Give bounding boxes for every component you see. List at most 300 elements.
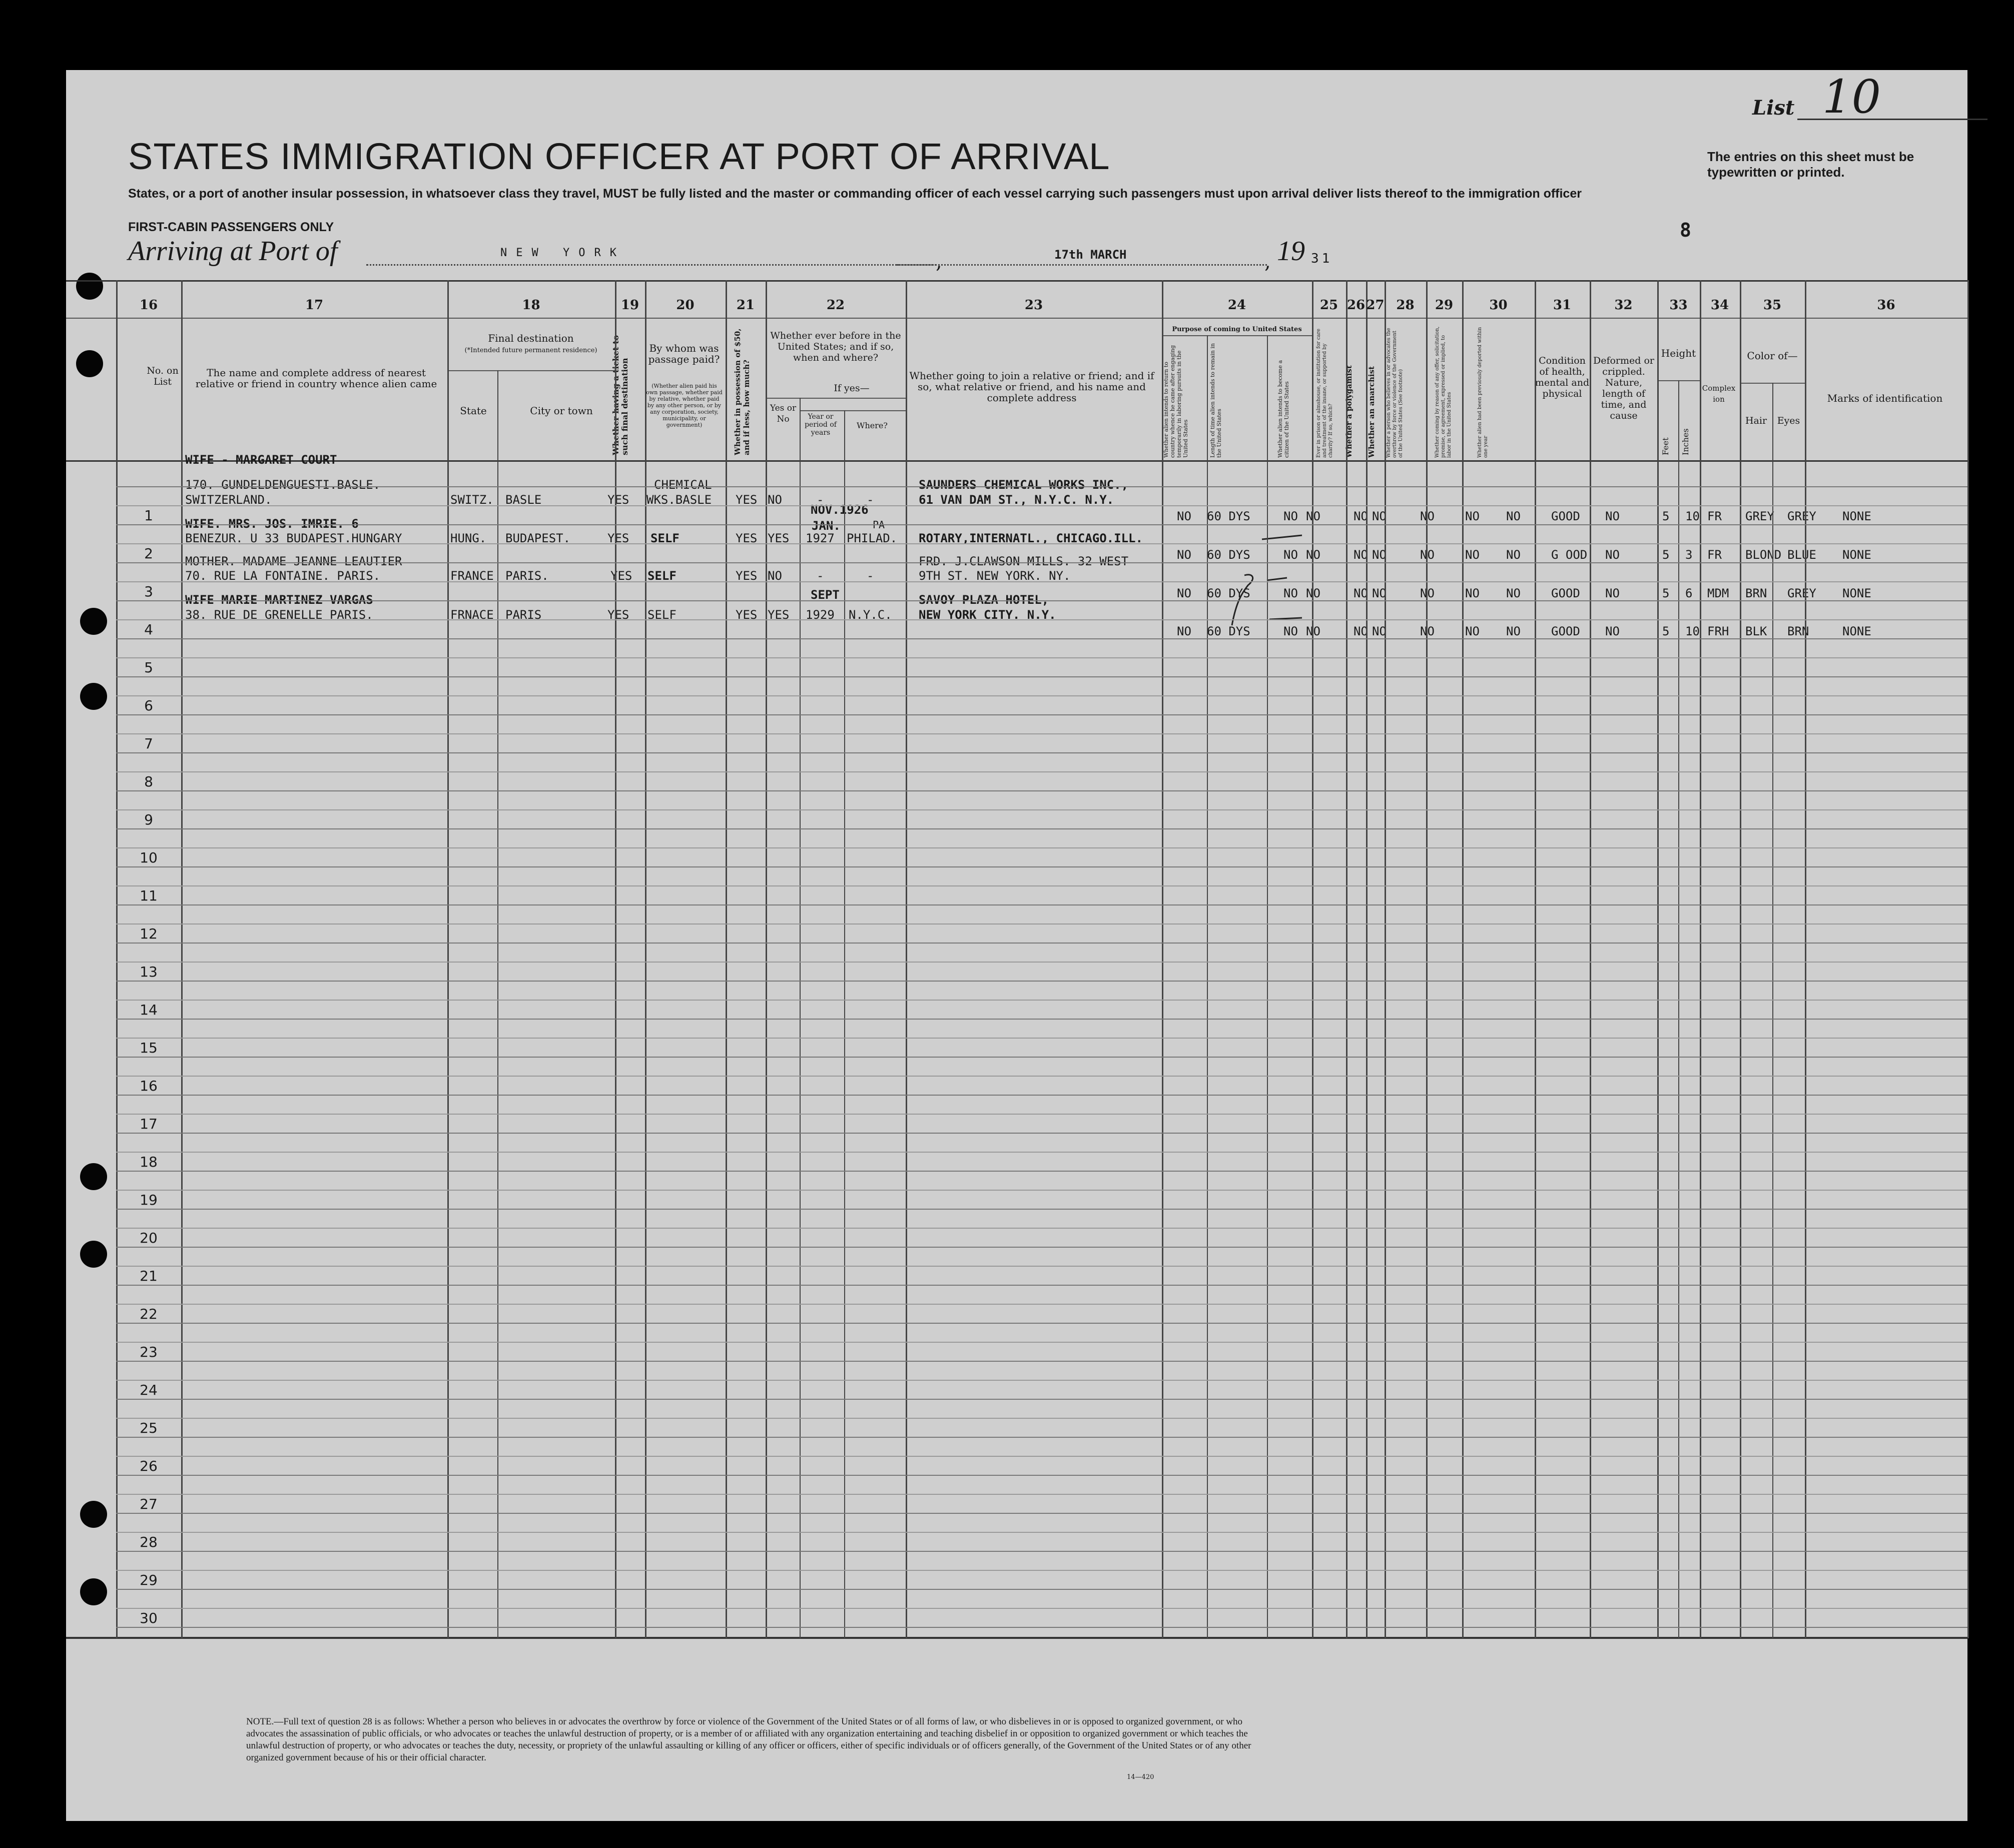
row-number: 20 — [140, 1230, 158, 1246]
entry-1-deformed: NO — [1605, 509, 1620, 523]
row-number: 30 — [140, 1610, 158, 1626]
row-subrule — [116, 1418, 1967, 1419]
entry-2-paid-by: SELF — [650, 531, 680, 545]
entry-2-polygamist: NO — [1354, 548, 1368, 562]
column-rule — [1385, 280, 1386, 1638]
table-top-border — [66, 280, 1967, 282]
row-rule — [116, 790, 1967, 791]
header-deported: Whether alien had been previously deported within one year — [1477, 327, 1489, 458]
header-bottom-border — [66, 460, 1967, 462]
row-number: 4 — [144, 621, 153, 638]
header-yes-no: Yes or No — [770, 403, 797, 424]
row-number: 16 — [140, 1078, 158, 1094]
year-suffix: 31 — [1311, 251, 1333, 266]
column-rule — [1740, 280, 1741, 1638]
row-number: 12 — [140, 926, 158, 942]
row-number: 18 — [140, 1154, 158, 1170]
form-code: 14—420 — [1127, 1773, 1154, 1781]
row-subrule — [116, 962, 1967, 963]
column-rule — [1967, 280, 1969, 1638]
entry-2-deported: NO — [1506, 548, 1521, 562]
row-number: 26 — [140, 1458, 158, 1474]
entry-4-ticket: YES — [607, 608, 629, 622]
subcolumn-rule — [844, 410, 845, 1638]
row-subrule — [116, 1532, 1967, 1533]
entry-1-feet: 5 — [1662, 509, 1670, 523]
entry-2-citizen: NO — [1283, 548, 1298, 562]
row-rule — [116, 1019, 1967, 1020]
entry-1-length: 60 DYS — [1207, 509, 1250, 523]
row-subrule — [116, 1038, 1967, 1039]
entry-1-relative-address: 170. GUNDELDENGUESTI.BASLE. — [185, 478, 381, 492]
row-rule — [116, 1627, 1967, 1628]
entry-3-health: GOOD — [1551, 586, 1580, 600]
entry-2-period-to: JAN. — [812, 519, 841, 533]
header-complexion: Complexion — [1702, 384, 1736, 404]
entry-1-period: - — [817, 493, 824, 507]
entry-4-offer: NO — [1465, 624, 1480, 638]
entry-2-city: BUDAPEST. — [505, 531, 571, 545]
column-rule — [1162, 280, 1163, 1638]
column-rule — [766, 280, 767, 1638]
entry-1-marks: NONE — [1842, 509, 1871, 523]
port-value: NEW YORK — [500, 247, 625, 259]
row-subrule — [116, 1304, 1967, 1305]
column-number: 21 — [736, 298, 755, 313]
subheader-rule — [800, 410, 907, 411]
row-rule — [116, 866, 1967, 867]
typewriter-note: The entries on this sheet must be typewritten or printed. — [1707, 149, 1914, 180]
column-number: 27 — [1366, 298, 1385, 313]
entry-1-inches: 10 — [1685, 509, 1700, 523]
entry-2-complexion: FR — [1707, 548, 1722, 562]
header-city: City or town — [530, 405, 593, 417]
entry-2-money: YES — [736, 531, 758, 545]
column-rule — [1700, 280, 1701, 1638]
entry-2-eyes: BLUE — [1787, 548, 1816, 562]
entry-3-prison: NO — [1306, 586, 1320, 600]
entry-4-feet: 5 — [1662, 624, 1670, 638]
row-rule — [116, 486, 1967, 487]
row-subrule — [116, 1152, 1967, 1153]
header-period: Year or period of years — [805, 413, 837, 437]
header-if-yes: If yes— — [834, 383, 870, 394]
column-rule — [1657, 280, 1659, 1638]
column-number: 29 — [1435, 298, 1454, 313]
entry-1-ticket: YES — [607, 493, 629, 507]
entry-2-ticket: YES — [607, 531, 629, 545]
header-money: Whether in possession of $50, and if less, how much? — [733, 328, 751, 455]
entry-3-relative-address: 70. RUE LA FONTAINE. PARIS. — [185, 569, 381, 583]
entry-3-feet: 5 — [1662, 586, 1670, 600]
entry-2-overthrow: NO — [1420, 548, 1435, 562]
row-subrule — [116, 923, 1967, 925]
entry-3-city: PARIS. — [505, 569, 549, 583]
column-number: 18 — [522, 298, 540, 313]
entry-4-before: YES — [768, 608, 790, 622]
row-number: 14 — [140, 1002, 158, 1018]
column-rule — [447, 280, 449, 1638]
column-number: 19 — [620, 298, 639, 313]
entry-3-citizen: NO — [1283, 586, 1298, 600]
row-subrule — [116, 1342, 1967, 1343]
header-passage-paid: By whom was passage paid? — [648, 342, 720, 365]
row-subrule — [116, 657, 1967, 658]
row-rule — [116, 981, 1967, 982]
row-subrule — [116, 1076, 1967, 1077]
entry-1-polygamist: NO — [1354, 509, 1368, 523]
row-number: 24 — [140, 1382, 158, 1398]
row-rule — [116, 1133, 1967, 1134]
row-subrule — [116, 733, 1967, 734]
row-rule — [116, 752, 1967, 753]
row-subrule — [116, 1266, 1967, 1267]
row-number: 7 — [144, 735, 153, 752]
header-labor-offer: Whether coming by reason of any offer, solicitation, promise, or agreement, expressed or implied, to labor in the United States — [1435, 326, 1452, 458]
header-before-in-us: Whether ever before in the United States; and if so, when and where? — [770, 330, 901, 363]
entry-1-join-address: 61 VAN DAM ST., N.Y.C. N.Y. — [919, 493, 1114, 507]
header-state: State — [460, 405, 487, 417]
row-subrule — [116, 1380, 1967, 1381]
entry-3-ticket: YES — [610, 569, 632, 583]
entry-2-join: ROTARY,INTERNATL., CHICAGO.ILL. — [919, 531, 1143, 545]
row-subrule — [116, 543, 1967, 544]
entry-3-hair: BRN — [1745, 586, 1767, 600]
entry-4-period-month: SEPT — [811, 588, 840, 602]
column-rule — [1346, 280, 1348, 1638]
row-rule — [116, 524, 1967, 525]
subcolumn-rule — [497, 370, 498, 1638]
row-rule — [116, 638, 1967, 639]
row-number: 19 — [140, 1192, 158, 1208]
header-health: Condition of health, mental and physical — [1535, 355, 1590, 399]
header-relative: The name and complete address of nearest relative or friend in country whence alien came — [195, 367, 437, 390]
entry-3-before: NO — [768, 569, 782, 583]
entry-2-relative: WIFE. MRS. JOS. IMRIE. 6 — [185, 517, 359, 531]
row-rule — [116, 1437, 1967, 1438]
row-number: 11 — [140, 887, 158, 904]
entry-2-relative-address: BENEZUR. U 33 BUDAPEST.HUNGARY — [185, 531, 402, 545]
entry-3-deformed: NO — [1605, 586, 1620, 600]
column-number: 16 — [139, 298, 158, 313]
entry-1-health: GOOD — [1551, 509, 1580, 523]
row-number: 17 — [140, 1116, 158, 1132]
form-subtitle: States, or a port of another insular possession, in whatsoever class they travel, MUST be fully listed and the master or commanding officer of each vessel carrying such passengers must upon arrival deliver lists thereof to the immigration officer — [128, 187, 1582, 201]
column-number: 26 — [1347, 298, 1366, 313]
row-rule — [116, 1057, 1967, 1058]
row-number: 15 — [140, 1040, 158, 1056]
entry-4-polygamist: NO — [1354, 624, 1368, 638]
header-hair: Hair — [1745, 415, 1767, 426]
subheader-rule — [1162, 335, 1312, 336]
entry-2-anarchist: NO — [1372, 548, 1387, 562]
row-number: 1 — [144, 507, 153, 524]
row-subrule — [116, 885, 1967, 886]
column-number: 32 — [1614, 298, 1633, 313]
column-number: 23 — [1024, 298, 1043, 313]
column-rule — [181, 280, 183, 1638]
row-number: 6 — [144, 697, 153, 714]
column-rule — [1462, 280, 1464, 1638]
row-rule — [116, 1551, 1967, 1552]
entry-4-deformed: NO — [1605, 624, 1620, 638]
entry-4-paid-by: SELF — [647, 608, 677, 622]
entry-3-inches: 6 — [1685, 586, 1693, 600]
row-number: 5 — [144, 659, 153, 676]
entry-2-period-from: NOV.1926 — [811, 503, 869, 517]
row-number: 8 — [144, 773, 153, 790]
row-number: 21 — [140, 1268, 158, 1284]
entry-2-marks: NONE — [1842, 548, 1871, 562]
entry-4-join: SAVOY PLAZA HOTEL, — [919, 593, 1049, 607]
entry-3-marks: NONE — [1842, 586, 1871, 600]
entry-3-return: NO — [1177, 586, 1191, 600]
entry-1-join: SAUNDERS CHEMICAL WORKS INC., — [919, 478, 1129, 492]
row-subrule — [116, 1608, 1967, 1609]
column-number: 28 — [1396, 298, 1415, 313]
entry-4-return: NO — [1177, 624, 1191, 638]
entry-4-city: PARIS — [505, 608, 542, 622]
column-number: 31 — [1553, 298, 1572, 313]
header-inches: Inches — [1681, 428, 1690, 455]
row-number: 13 — [140, 964, 158, 980]
header-join-relative: Whether going to join a relative or friend; and if so, what relative or friend, and his name and complete address — [909, 370, 1154, 404]
comma: , — [936, 250, 942, 273]
entry-1-city: BASLE — [505, 493, 542, 507]
entry-4-money: YES — [736, 608, 758, 622]
entry-1-deported: NO — [1506, 509, 1521, 523]
entry-1-eyes: GREY — [1787, 509, 1816, 523]
entry-2-offer: NO — [1465, 548, 1480, 562]
header-final-destination-note: (*Intended future permanent residence) — [464, 347, 597, 354]
row-rule — [116, 1475, 1967, 1476]
entry-1-paid-by-2: WKS.BASLE — [646, 493, 712, 507]
subcolumn-rule — [800, 398, 801, 1638]
header-overthrow: Whether a person who believes in or advocates the overthrow by force or violence of the Government of the United States (See footnote) — [1386, 328, 1404, 458]
row-subrule — [116, 771, 1967, 772]
row-subrule — [116, 1114, 1967, 1115]
row-subrule — [116, 1190, 1967, 1191]
entry-4-health: GOOD — [1551, 624, 1580, 638]
header-height: Height — [1661, 347, 1696, 359]
row-number: 22 — [140, 1306, 158, 1322]
entry-2-hair: BLOND — [1745, 548, 1782, 562]
row-number: 25 — [140, 1420, 158, 1436]
entry-3-overthrow: NO — [1420, 586, 1435, 600]
entry-1-return: NO — [1177, 509, 1191, 523]
entry-3-offer: NO — [1465, 586, 1480, 600]
row-rule — [116, 1209, 1967, 1210]
row-number: 28 — [140, 1534, 158, 1550]
entry-3-state: FRANCE — [450, 569, 494, 583]
row-subrule — [116, 1456, 1967, 1457]
entry-2-inches: 3 — [1685, 548, 1693, 562]
list-label: List — [1752, 96, 1795, 120]
entry-2-where-state: PA — [873, 519, 885, 531]
entry-3-deported: NO — [1506, 586, 1521, 600]
manifest-grid — [66, 70, 1967, 1821]
row-number: 3 — [144, 583, 153, 600]
entry-4-relative-address: 38. RUE DE GRENELLE PARIS. — [185, 608, 373, 622]
column-number: 33 — [1669, 298, 1688, 313]
entry-3-eyes: GREY — [1787, 586, 1816, 600]
column-rule — [1535, 280, 1536, 1638]
entry-1-citizen: NO — [1283, 509, 1298, 523]
header-anarchist: Whether an anarchist — [1367, 366, 1376, 458]
entry-2-length: 60 DYS — [1207, 548, 1250, 562]
header-ticket: Whether having a ticket to such final destination — [611, 335, 629, 455]
entry-3-complexion: MDM — [1707, 586, 1729, 600]
header-final-destination: Final destination — [488, 332, 574, 344]
row-rule — [116, 1323, 1967, 1324]
row-number: 23 — [140, 1344, 158, 1360]
header-polygamist: Whether a polygamist — [1345, 365, 1354, 458]
entry-2-where: PHILAD. — [847, 531, 898, 545]
subcolumn-rule — [1267, 335, 1268, 1638]
row-rule — [116, 676, 1967, 677]
column-number: 25 — [1319, 298, 1338, 313]
row-rule — [116, 828, 1967, 829]
port-label: Arriving at Port of — [128, 236, 338, 267]
manifest-sheet — [66, 70, 1967, 1821]
row-rule — [116, 562, 1967, 563]
entry-3-relative: MOTHER. MADAME JEANNE LEAUTIER — [185, 554, 402, 568]
entry-4-state: FRNACE — [450, 608, 494, 622]
entry-2-before: YES — [768, 531, 790, 545]
entry-4-join-address: NEW YORK CITY. N.Y. — [919, 608, 1056, 622]
entry-3-anarchist: NO — [1372, 586, 1387, 600]
column-rule — [116, 280, 118, 1638]
row-rule — [116, 1247, 1967, 1248]
column-number: 24 — [1227, 298, 1246, 313]
entry-1-state: SWITZ. — [450, 493, 494, 507]
row-rule — [116, 600, 1967, 601]
row-rule — [116, 714, 1967, 715]
entry-4-inches: 10 — [1685, 624, 1700, 638]
column-number: 17 — [305, 298, 324, 313]
comma: , — [1264, 250, 1271, 273]
column-rule — [645, 280, 646, 1638]
row-number: 27 — [140, 1496, 158, 1512]
colnum-divider — [66, 318, 1967, 319]
entry-4-complexion: FRH — [1707, 624, 1729, 638]
row-subrule — [116, 1494, 1967, 1495]
entry-3-money: YES — [736, 569, 758, 583]
row-rule — [116, 1399, 1967, 1400]
footnote: NOTE.—Full text of question 28 is as follows: Whether a person who believes in or advocates the overthrow by force or violence of the Government of the United States or of all forms of law, or who disbelieves in or is opposed to organized government, or who advocates the assassination of public officials, or who advocates or teaches the unlawful destruction of property, or is a member of or affiliated with any organization entertaining and teaching disbelief in or opposition to organized government or which teaches the unlawful destruction of property, or who advocates or teaches the duty, necessity, or propriety of the unlawful assaulting or killing of any officer or officers, either of specific individuals or of officers generally, of the Government of the United States or of any other organized government because of his or their official character. — [246, 1716, 1251, 1763]
entry-4-hair: BLK — [1745, 624, 1767, 638]
row-rule — [116, 943, 1967, 944]
entry-1-offer: NO — [1465, 509, 1480, 523]
list-number: 10 — [1822, 70, 1881, 124]
entry-1-overthrow: NO — [1420, 509, 1435, 523]
header-citizen-intent: Whether alien intends to become a citizen of the United States — [1277, 360, 1290, 458]
row-number: 2 — [144, 545, 153, 562]
column-rule — [1426, 280, 1428, 1638]
form-title: STATES IMMIGRATION OFFICER AT PORT OF ARRIVAL — [128, 136, 1110, 177]
entry-4-overthrow: NO — [1420, 624, 1435, 638]
entry-2-return: NO — [1177, 548, 1191, 562]
row-subrule — [116, 505, 1967, 506]
handwritten-dash — [1267, 610, 1317, 625]
subheader-rule — [766, 398, 907, 399]
entry-1-before: NO — [768, 493, 782, 507]
entry-4-period: 1929 — [806, 608, 835, 622]
entry-2-state: HUNG. — [450, 531, 487, 545]
subheader-rule — [448, 370, 615, 371]
row-rule — [116, 1285, 1967, 1286]
column-number: 30 — [1489, 298, 1508, 313]
entry-1-relative-country: SWITZERLAND. — [185, 493, 272, 507]
entry-4-prison: NO — [1306, 624, 1320, 638]
date-value: 17th MARCH — [1054, 248, 1127, 262]
entry-3-join: FRD. J.CLAWSON MILLS. 32 WEST — [919, 554, 1129, 568]
entry-4-marks: NONE — [1842, 624, 1871, 638]
entry-1-where: - — [867, 493, 874, 507]
class-line: FIRST-CABIN PASSENGERS ONLY — [128, 220, 334, 234]
column-rule — [726, 280, 727, 1638]
sheet-mark: 8 — [1680, 219, 1691, 241]
subcolumn-rule — [1678, 380, 1679, 1638]
entry-1-complexion: FR — [1707, 509, 1722, 523]
row-subrule — [116, 581, 1967, 582]
header-purpose: Purpose of coming to United States — [1172, 326, 1302, 333]
entry-4-relative: WIFE MARIE MARTINEZ VARGAS — [185, 593, 373, 607]
entry-2-feet: 5 — [1662, 548, 1670, 562]
entry-2-health: G OOD — [1551, 548, 1588, 562]
row-rule — [116, 1171, 1967, 1172]
entry-2-deformed: NO — [1605, 548, 1620, 562]
row-rule — [116, 904, 1967, 905]
header-length-of-stay: Length of time alien intends to remain in the United States — [1209, 343, 1222, 458]
column-number: 20 — [676, 298, 695, 313]
subcolumn-rule — [1772, 383, 1773, 1638]
year-prefix: 19 — [1277, 236, 1305, 267]
entry-3-paid-by: SELF — [647, 569, 677, 583]
row-subrule — [116, 1570, 1967, 1571]
row-subrule — [116, 1228, 1967, 1229]
entry-4-where: N.Y.C. — [849, 608, 892, 622]
row-number: 10 — [140, 849, 158, 866]
column-number: 34 — [1710, 298, 1729, 313]
column-number: 36 — [1877, 298, 1895, 313]
row-rule — [116, 1513, 1967, 1514]
entry-3-join-address: 9TH ST. NEW YORK. NY. — [919, 569, 1071, 583]
column-rule — [1366, 280, 1368, 1638]
header-feet: Feet — [1661, 437, 1670, 455]
column-rule — [906, 280, 907, 1638]
row-subrule — [116, 847, 1967, 848]
row-rule — [116, 1589, 1967, 1590]
header-where: Where? — [857, 421, 888, 430]
entry-1-anarchist: NO — [1372, 509, 1387, 523]
header-no-on-list: No. on List — [147, 365, 179, 387]
column-rule — [1590, 280, 1591, 1638]
header-color-of: Color of— — [1747, 350, 1798, 362]
row-subrule — [116, 619, 1967, 620]
row-number: 9 — [144, 811, 153, 828]
row-rule — [116, 1361, 1967, 1362]
entry-4-anarchist: NO — [1372, 624, 1387, 638]
subcolumn-rule — [1207, 335, 1208, 1638]
header-eyes: Eyes — [1777, 415, 1800, 426]
entry-1-prison: NO — [1306, 509, 1320, 523]
entry-3-where: - — [867, 569, 874, 583]
entry-1-hair: GREY — [1745, 509, 1774, 523]
column-number: 22 — [826, 298, 845, 313]
table-bottom-border — [66, 1637, 1967, 1639]
entry-4-eyes: BRN — [1787, 624, 1809, 638]
